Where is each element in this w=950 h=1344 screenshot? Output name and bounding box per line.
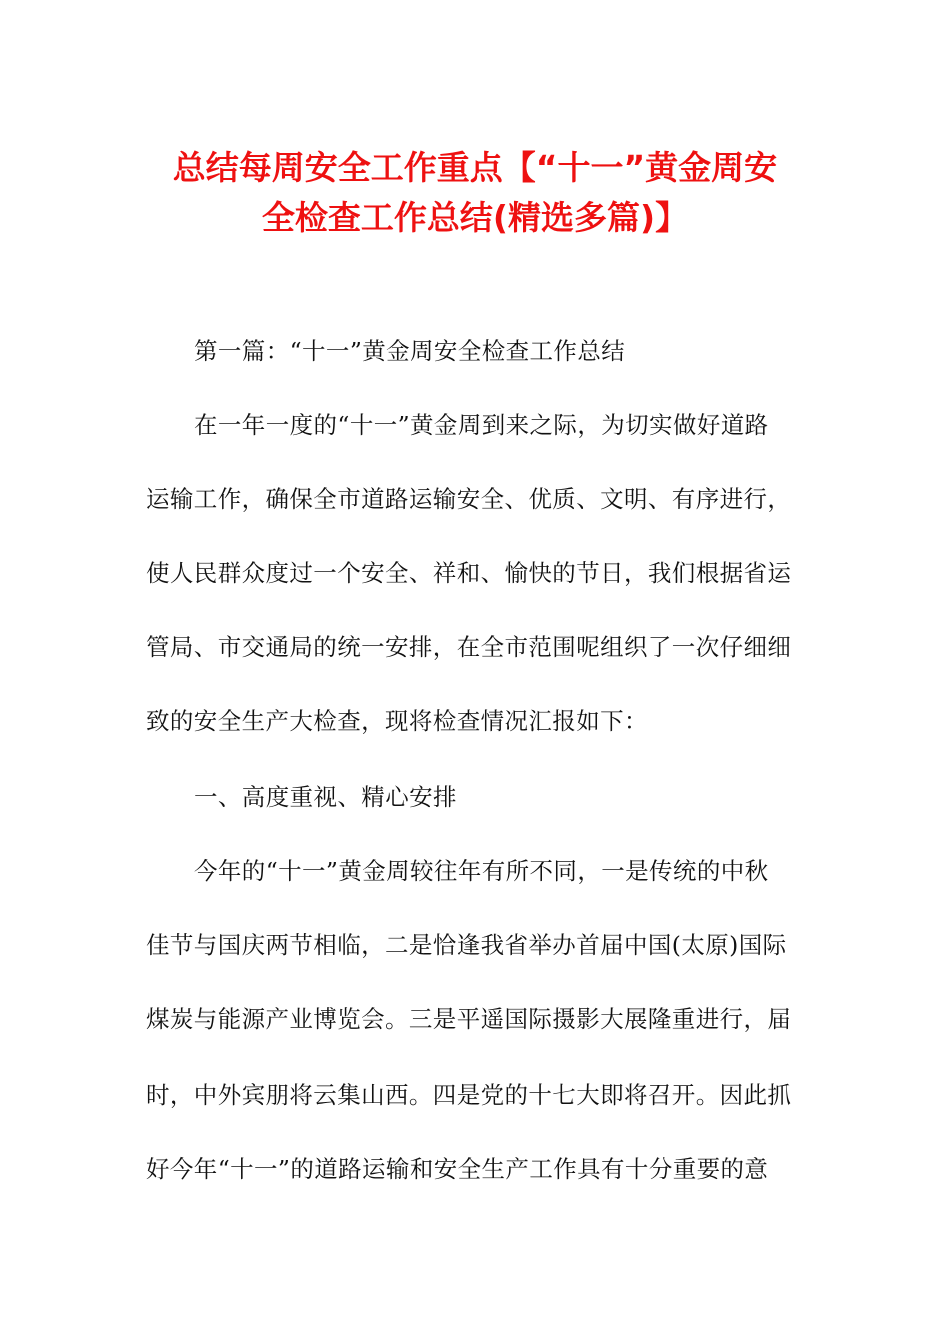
paragraph-line: 运输工作，确保全市道路运输安全、优质、文明、有序进行， — [146, 485, 792, 513]
paragraph-line: 今年的“十一”黄金周较往年有所不同，一是传统的中秋 — [194, 857, 769, 885]
paragraph-line: 在一年一度的“十一”黄金周到来之际，为切实做好道路 — [194, 411, 769, 439]
document-title-line-2: 全检查工作总结(精选多篇)】 — [261, 198, 689, 237]
paragraph-line: 管局、市交通局的统一安排，在全市范围呢组织了一次仔细细 — [146, 633, 792, 661]
paragraph-line: 致的安全生产大检查，现将检查情况汇报如下： — [146, 707, 648, 735]
section-heading-1: 一、高度重视、精心安排 — [194, 783, 457, 811]
section-heading-first-article: 第一篇：“十一”黄金周安全检查工作总结 — [194, 337, 626, 365]
paragraph-line: 好今年“十一”的道路运输和安全生产工作具有十分重要的意 — [146, 1155, 769, 1183]
paragraph-line: 使人民群众度过一个安全、祥和、愉快的节日，我们根据省运 — [146, 559, 792, 587]
document-title-line-1: 总结每周安全工作重点【“十一”黄金周安 — [172, 148, 778, 187]
paragraph-line: 煤炭与能源产业博览会。三是平遥国际摄影大展隆重进行，届 — [146, 1005, 792, 1033]
paragraph-line: 时，中外宾朋将云集山西。四是党的十七大即将召开。因此抓 — [146, 1081, 792, 1109]
paragraph-line: 佳节与国庆两节相临，二是恰逢我省举办首届中国(太原)国际 — [146, 931, 787, 959]
